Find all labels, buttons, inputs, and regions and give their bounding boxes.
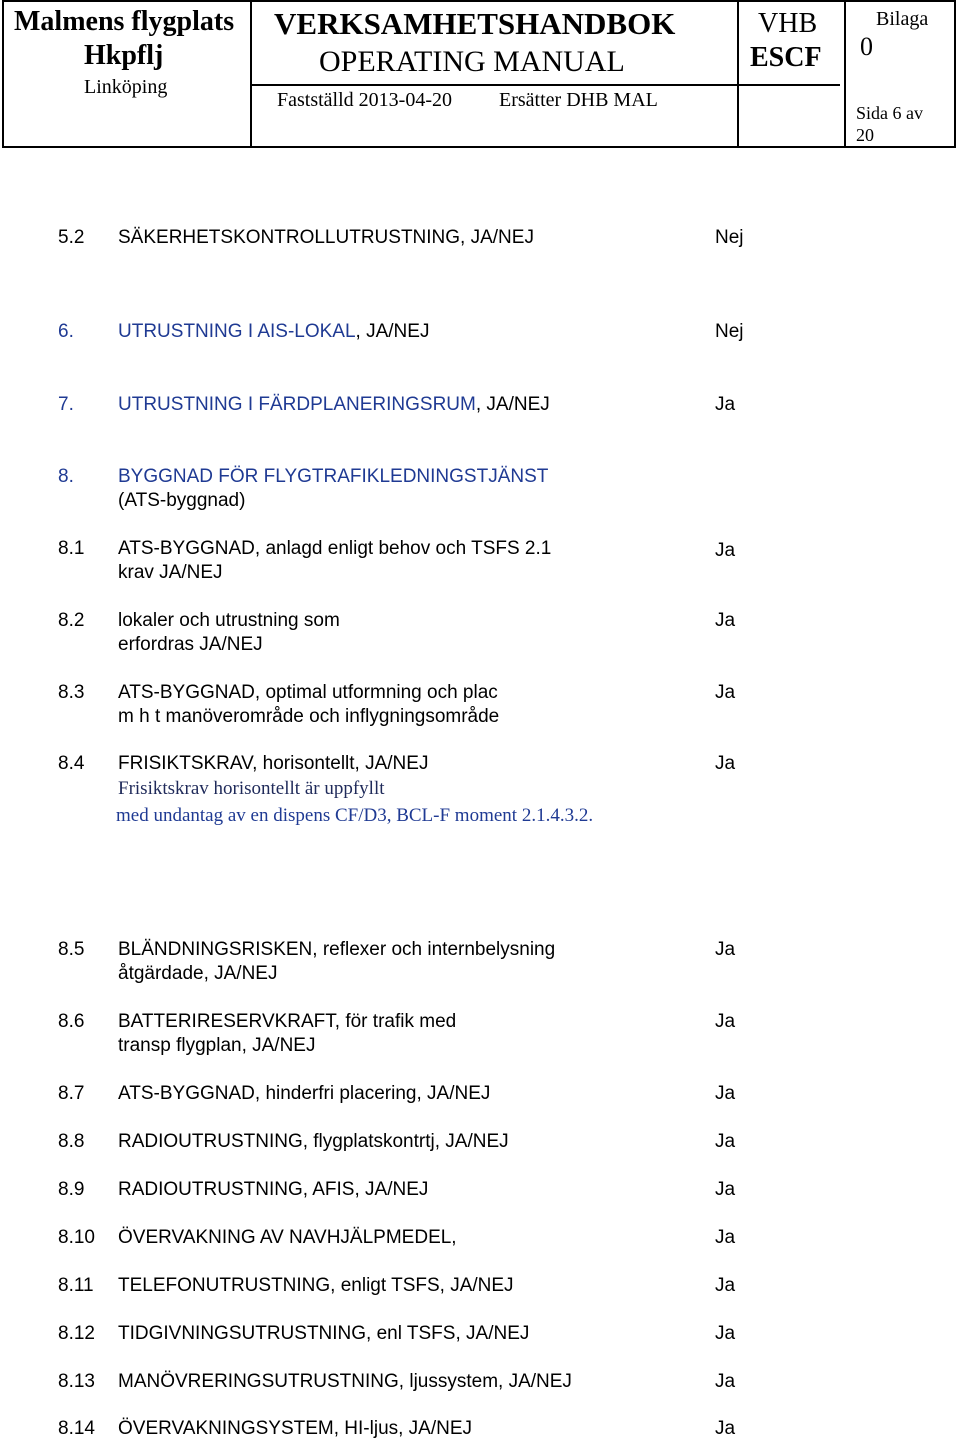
manual-code: VHB [758,8,818,39]
item-note-exception: med undantag av en dispens CF/D3, BCL-F moment 2.1.4.3.2. [116,805,594,826]
item-label: ATS-BYGGNAD, optimal utformning och plac [118,682,498,703]
header-divider [250,84,840,86]
item-label: ÖVERVAKNING AV NAVHJÄLPMEDEL, [118,1227,457,1248]
item-number: 8. [58,466,74,487]
item-label-link: UTRUSTNING I AIS-LOKAL [118,321,356,342]
item-label-line2: transp flygplan, JA/NEJ [118,1035,316,1056]
item-label: BATTERIRESERVKRAFT, för trafik med [118,1011,457,1032]
page-label: Sida 6 av [856,103,923,123]
item-label: BYGGNAD FÖR FLYGTRAFIKLEDNINGSTJÄNST [118,466,549,487]
item-number: 8.2 [58,610,85,631]
page-total: 20 [856,125,874,145]
item-label-line2: erfordras JA/NEJ [118,634,263,655]
manual-title: VERKSAMHETSHANDBOK [274,6,676,41]
item-answer: Ja [715,1323,736,1344]
header-divider [250,2,252,146]
item-number: 8.7 [58,1083,85,1104]
item-label-line2: åtgärdade, JA/NEJ [118,963,278,984]
item-number: 8.4 [58,753,85,774]
item-answer: Nej [715,227,744,248]
item-label [118,393,550,417]
item-label-suffix: , JA/NEJ [355,321,430,342]
item-answer: Ja [715,939,736,960]
item-label-line2: krav JA/NEJ [118,562,223,583]
item-answer: Ja [715,1011,736,1032]
item-label-link: UTRUSTNING I FÄRDPLANERINGSRUM [118,394,476,415]
item-label-suffix: , JA/NEJ [475,394,550,415]
item-number: 8.9 [58,1179,85,1200]
item-answer: Ja [715,1179,736,1200]
item-number: 8.12 [58,1323,95,1344]
item-number: 8.1 [58,538,85,559]
manual-subtitle: OPERATING MANUAL [319,45,625,78]
item-number: 8.13 [58,1371,95,1392]
item-answer: Ja [715,394,736,415]
item-label: MANÖVRERINGSUTRUSTNING, ljussystem, JA/NEJ [118,1371,572,1392]
item-number: 7. [58,394,74,415]
item-answer: Ja [715,1083,736,1104]
attachment-label: Bilaga [876,8,929,30]
attachment-number: 0 [860,32,873,61]
item-note: Frisiktskrav horisontellt är uppfyllt [118,778,385,799]
airport-city: Linköping [84,76,168,98]
item-answer: Ja [715,1227,736,1248]
item-label: SÄKERHETSKONTROLLUTRUSTNING, JA/NEJ [118,227,534,248]
item-number: 8.5 [58,939,85,960]
item-label: TIDGIVNINGSUTRUSTNING, enl TSFS, JA/NEJ [118,1323,530,1344]
item-number: 8.6 [58,1011,85,1032]
established-date: Fastställd 2013-04-20 [277,89,452,111]
item-number: 8.3 [58,682,85,703]
item-label: lokaler och utrustning som [118,610,340,631]
airport-name: Malmens flygplats [14,6,235,37]
item-label: FRISIKTSKRAV, horisontellt, JA/NEJ [118,753,429,774]
item-number: 5.2 [58,227,85,248]
item-label [118,320,429,344]
item-answer: Ja [715,682,736,703]
item-number: 8.14 [58,1418,95,1439]
item-label: RADIOUTRUSTNING, AFIS, JA/NEJ [118,1179,429,1200]
item-label-line2: (ATS-byggnad) [118,490,246,511]
header-divider [844,2,846,146]
item-answer: Ja [715,1418,736,1439]
item-answer: Ja [715,610,736,631]
item-label: TELEFONUTRUSTNING, enligt TSFS, JA/NEJ [118,1275,514,1296]
replaces-document: Ersätter DHB MAL [499,89,658,111]
item-number: 8.11 [58,1275,94,1296]
item-label: ÖVERVAKNINGSYSTEM, HI-ljus, JA/NEJ [118,1418,473,1439]
airport-unit: Hkpflj [84,40,164,71]
item-label: ATS-BYGGNAD, anlagd enligt behov och TSFS 2.1 [118,538,552,559]
item-number: 6. [58,321,74,342]
item-answer: Ja [715,1131,736,1152]
item-label: ATS-BYGGNAD, hinderfri placering, JA/NEJ [118,1083,491,1104]
aerodrome-code: ESCF [750,42,822,73]
item-number: 8.10 [58,1227,95,1248]
item-answer: Ja [715,540,736,561]
item-answer: Ja [715,753,736,774]
item-number: 8.8 [58,1131,85,1152]
item-label: BLÄNDNINGSRISKEN, reflexer och internbelysning [118,939,556,960]
item-label: RADIOUTRUSTNING, flygplatskontrtj, JA/NEJ [118,1131,509,1152]
item-label-line2: m h t manöverområde och inflygningsområde [118,706,500,727]
item-answer: Ja [715,1275,736,1296]
item-answer: Nej [715,321,744,342]
header-divider [737,2,739,146]
item-answer: Ja [715,1371,736,1392]
